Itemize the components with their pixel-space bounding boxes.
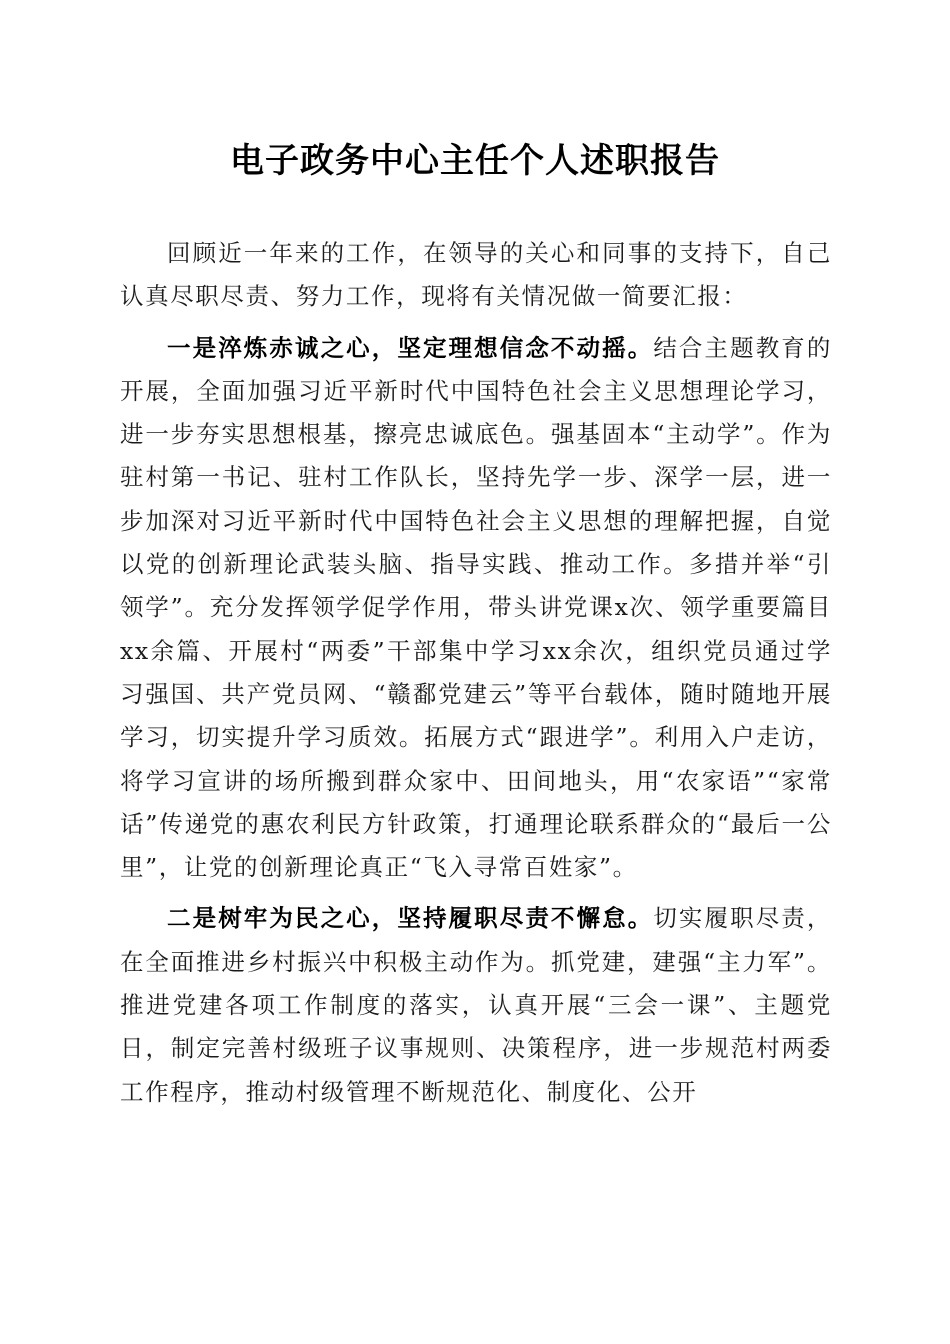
section-2-text: 切实履职尽责，在全面推进乡村振兴中积极主动作为。抓党建，建强“主力军”。推进党建各项工作制度的落实，认真开展“三会一课”、主题党日，制定完善村级班子议事规则、决策程序，进一步规范村两委工作程序，推动村级管理不断规范化、制度化、公开 xyxy=(120,904,833,1106)
intro-paragraph: 回顾近一年来的工作，在领导的关心和同事的支持下，自己认真尽职尽责、努力工作，现将有关情况做一简要汇报： xyxy=(120,239,832,311)
section-2-paragraph xyxy=(120,897,832,1113)
document-body xyxy=(120,232,832,1122)
section-1-lead: 一是淬炼赤诚之心，坚定理想信念不动摇。 xyxy=(167,333,654,362)
section-2-lead: 二是树牢为民之心，坚持履职尽责不懈怠。 xyxy=(167,904,654,933)
section-1-paragraph xyxy=(120,327,832,890)
section-1-text: 结合主题教育的开展，全面加强习近平新时代中国特色社会主义思想理论学习，进一步夯实思想根基，擦亮忠诚底色。强基固本“主动学”。作为驻村第一书记、驻村工作队长，坚持先学一步、深学一层，进一步加深对习近平新时代中国特色社会主义思想的理解把握，自觉以党的创新理论武装头脑、指导实践、推动工作。多措并举“引领学”。充分发挥领学促学作用，带头讲党课x次、领学重要篇目xx余篇、开展村“两委”干部集中学习xx余次，组织党员通过学习强国、共产党员网、“赣鄱党建云”等平台载体，随时随地开展学习，切实提升学习质效。拓展方式“跟进学”。利用入户走访，将学习宣讲的场所搬到群众家中、田间地头，用“农家语”“家常话”传递党的惠农利民方针政策，打通理论联系群众的“最后一公里”，让党的创新理论真正“飞入寻常百姓家”。 xyxy=(120,333,833,882)
document-title: 电子政务中心主任个人述职报告 xyxy=(230,141,720,181)
